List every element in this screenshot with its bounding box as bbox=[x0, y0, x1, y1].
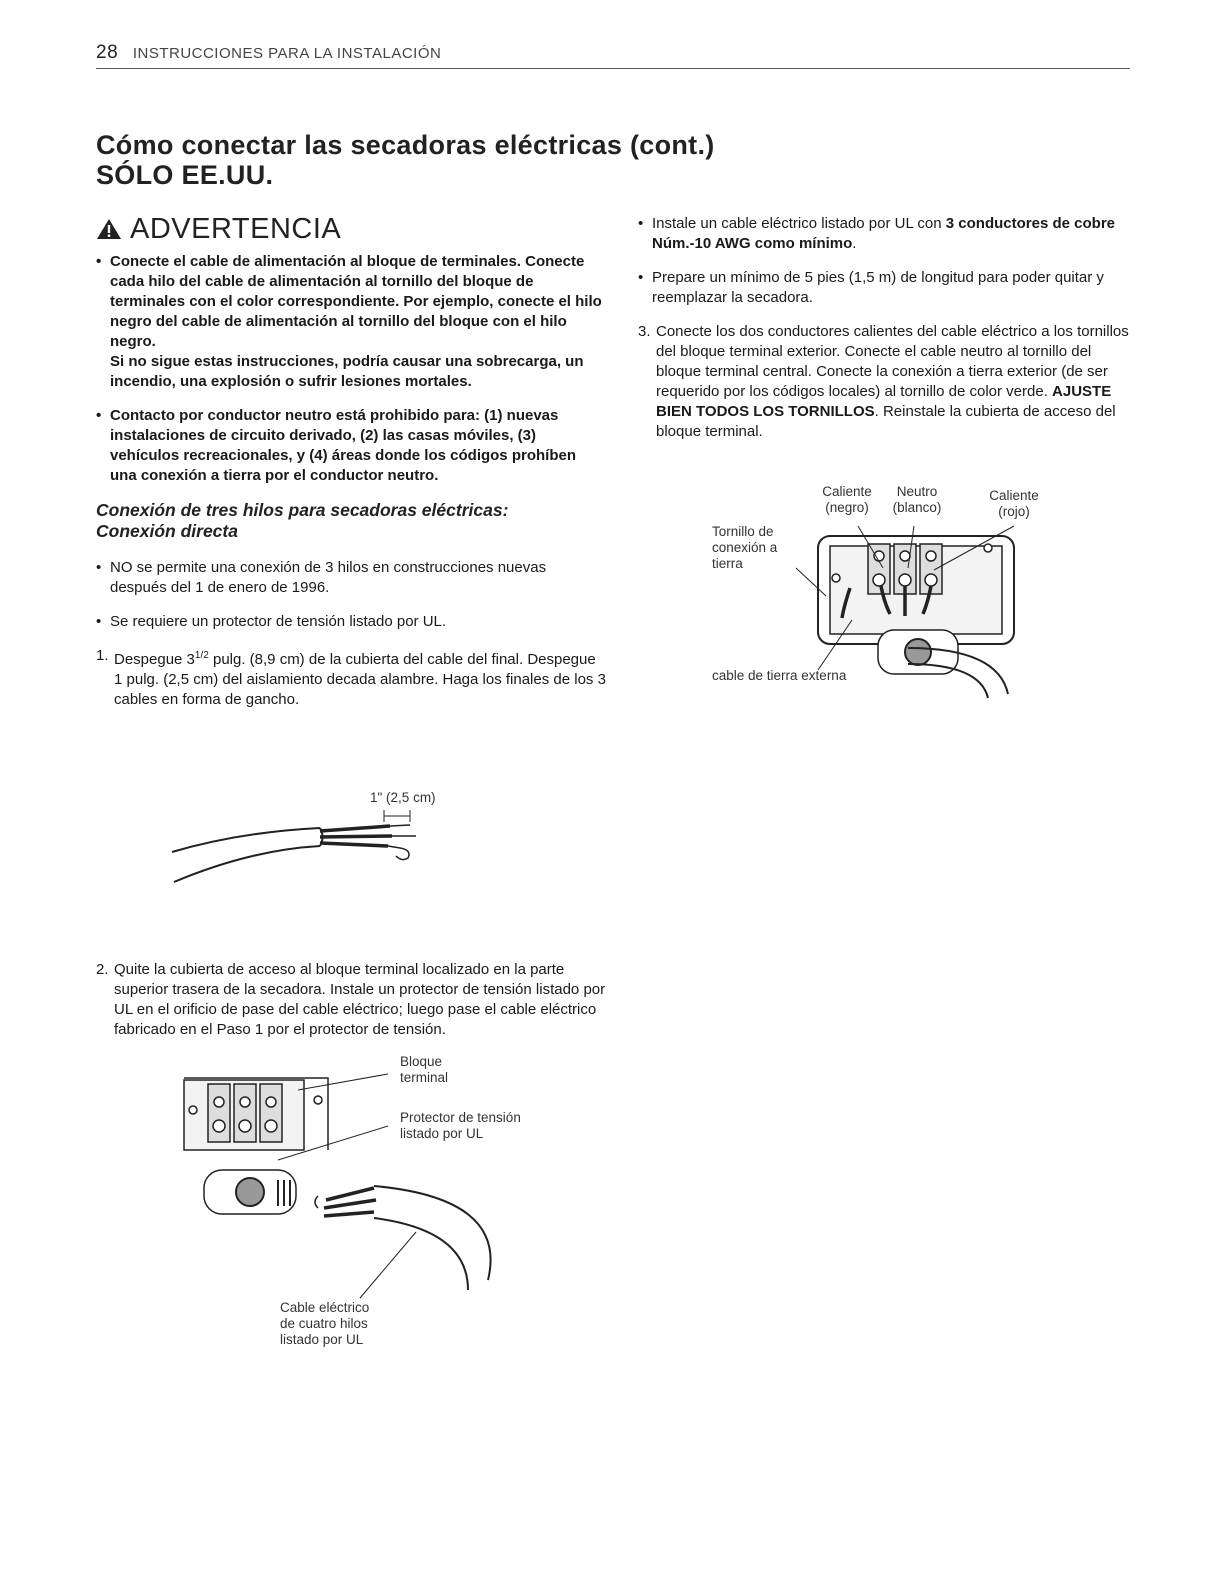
list-item: • Instale un cable eléctrico listado por UL con 3 conductores de cobre Núm.-10 AWG como mínimo. bbox=[638, 214, 1134, 254]
step-1-fraction: 1/2 bbox=[194, 650, 209, 661]
list-item: • Se requiere un protector de tensión listado por UL. bbox=[96, 612, 606, 632]
dimension-label: 1" (2,5 cm) bbox=[370, 790, 436, 805]
page-header bbox=[96, 42, 1130, 69]
warning-item-text: Conecte el cable de alimentación al bloque de terminales. Conecte cada hilo del cable de alimentación al tornillo del bloque de terminales con el color correspondiente. Por ejemplo, conecte el hilo negro del cable de alimentación al tornillo del bloque con el hilo negro. bbox=[110, 253, 602, 350]
step-3-text-a: Conecte los dos conductores calientes del cable eléctrico a los tornillos del bloque terminal exterior. Conecte el cable neutro al tornillo del bloque terminal central. Conecte la conexión a tierra exterior (de ser requerido por los códigos locales) al tornillo de color verde. bbox=[656, 323, 1129, 400]
label-strain-relief: Protector de tensión listado por UL bbox=[400, 1110, 521, 1141]
three-wire-connection-figure bbox=[712, 484, 1058, 708]
step-3-text-b: . Reinstale la cubierta de acceso del bloque terminal. bbox=[656, 403, 1116, 440]
list-item-bold: 3 conductores de cobre Núm.-10 AWG como mínimo bbox=[652, 215, 1115, 252]
warning-consequence: Si no sigue estas instrucciones, podría causar una sobrecarga, un incendio, una explosión o sufrir lesiones mortales. bbox=[110, 353, 584, 390]
stripped-cable-figure bbox=[160, 780, 460, 890]
warning-triangle-icon bbox=[96, 218, 122, 240]
list-item-text-a: Instale un cable eléctrico listado por UL con bbox=[652, 215, 946, 232]
terminal-block-figure bbox=[178, 1054, 578, 1350]
page-title bbox=[96, 130, 715, 190]
step-number: 3. bbox=[638, 323, 651, 340]
list-item-text: Se requiere un protector de tensión listado por UL. bbox=[110, 613, 447, 630]
list-item: • NO se permite una conexión de 3 hilos en construcciones nuevas después del 1 de enero de 1996. bbox=[96, 558, 606, 598]
label-terminal-block: Bloque terminal bbox=[400, 1054, 449, 1085]
section-title: INSTRUCCIONES PARA LA INSTALACIÓN bbox=[132, 45, 442, 62]
list-item: • Prepare un mínimo de 5 pies (1,5 m) de longitud para poder quitar y reemplazar la secadora. bbox=[638, 268, 1134, 308]
list-item-text: Prepare un mínimo de 5 pies (1,5 m) de longitud para poder quitar y reemplazar la secadora. bbox=[652, 269, 1104, 306]
page-number: 28 bbox=[96, 42, 119, 63]
label-hot-black: Caliente (negro) bbox=[822, 484, 872, 515]
step-2 bbox=[96, 960, 614, 1040]
title-line-1: Cómo conectar las secadoras eléctricas (cont.) bbox=[96, 130, 715, 160]
list-item-text: NO se permite una conexión de 3 hilos en construcciones nuevas después del 1 de enero de 1996. bbox=[110, 559, 547, 596]
label-neutral-white: Neutro (blanco) bbox=[892, 484, 942, 515]
subheading-line-1: Conexión de tres hilos para secadoras eléctricas: bbox=[96, 500, 509, 520]
list-item-text bbox=[652, 214, 1134, 254]
title-line-2: SÓLO EE.UU. bbox=[96, 160, 274, 190]
step-1-text-a: Despegue 3 bbox=[114, 651, 195, 668]
step-1-text-b: pulg. (8,9 cm) de la cubierta del cable del final. Despegue 1 pulg. (2,5 cm) del aislamiento decada alambre. Haga los finales de los 3 cables en forma de gancho. bbox=[114, 651, 606, 708]
step-3 bbox=[638, 322, 1134, 442]
left-column bbox=[96, 252, 606, 724]
label-hot-red: Caliente (rojo) bbox=[989, 488, 1039, 519]
step-1-text bbox=[114, 646, 606, 710]
section-subheading bbox=[96, 500, 606, 542]
warning-heading bbox=[96, 212, 341, 246]
warning-item-text: Contacto por conductor neutro está prohibido para: (1) nuevas instalaciones de circuito derivado, (2) las casas móviles, (3) vehículos recreacionales, y (4) áreas donde los códigos prohíben una conexión a tierra por el conductor neutro. bbox=[110, 407, 576, 484]
warning-item: • Conecte el cable de alimentación al bloque de terminales. Conecte cada hilo del cable de alimentación al tornillo del bloque de terminales con el color correspondiente. Por ejemplo, conecte el hilo negro del cable de alimentación al tornillo del bloque con el hilo negro. Si no sigue estas instrucciones, podría causar una sobrecarga, un incendio, una explosión o sufrir lesiones mortales. bbox=[96, 252, 606, 392]
warning-item: • Contacto por conductor neutro está prohibido para: (1) nuevas instalaciones de circuito derivado, (2) las casas móviles, (3) vehículos recreacionales, y (4) áreas donde los códigos prohíben una conexión a tierra por el conductor neutro. bbox=[96, 406, 606, 486]
label-power-cord: Cable eléctrico de cuatro hilos listado por UL bbox=[280, 1300, 370, 1347]
list-item-text-b: . bbox=[852, 235, 857, 252]
right-column bbox=[638, 214, 1134, 456]
label-external-ground-cable: cable de tierra externa bbox=[712, 668, 847, 683]
step-2-text: Quite la cubierta de acceso al bloque terminal localizado en la parte superior trasera de la secadora. Instale un protector de tensión listado por UL en el orificio de pase del cable eléctrico; luego pase el cable eléctrico fabricado en el Paso 1 por el protector de tensión. bbox=[114, 961, 606, 1038]
subheading-line-2: Conexión directa bbox=[96, 521, 238, 541]
label-ground-screw: Tornillo de conexión a tierra bbox=[712, 524, 778, 571]
step-1 bbox=[96, 646, 606, 710]
step-3-bold: AJUSTE BIEN TODOS LOS TORNILLOS bbox=[656, 383, 1112, 420]
step-3-text bbox=[656, 322, 1134, 442]
step-number: 2. bbox=[96, 961, 109, 978]
step-number: 1. bbox=[96, 647, 109, 664]
warning-heading-text: ADVERTENCIA bbox=[130, 213, 342, 245]
